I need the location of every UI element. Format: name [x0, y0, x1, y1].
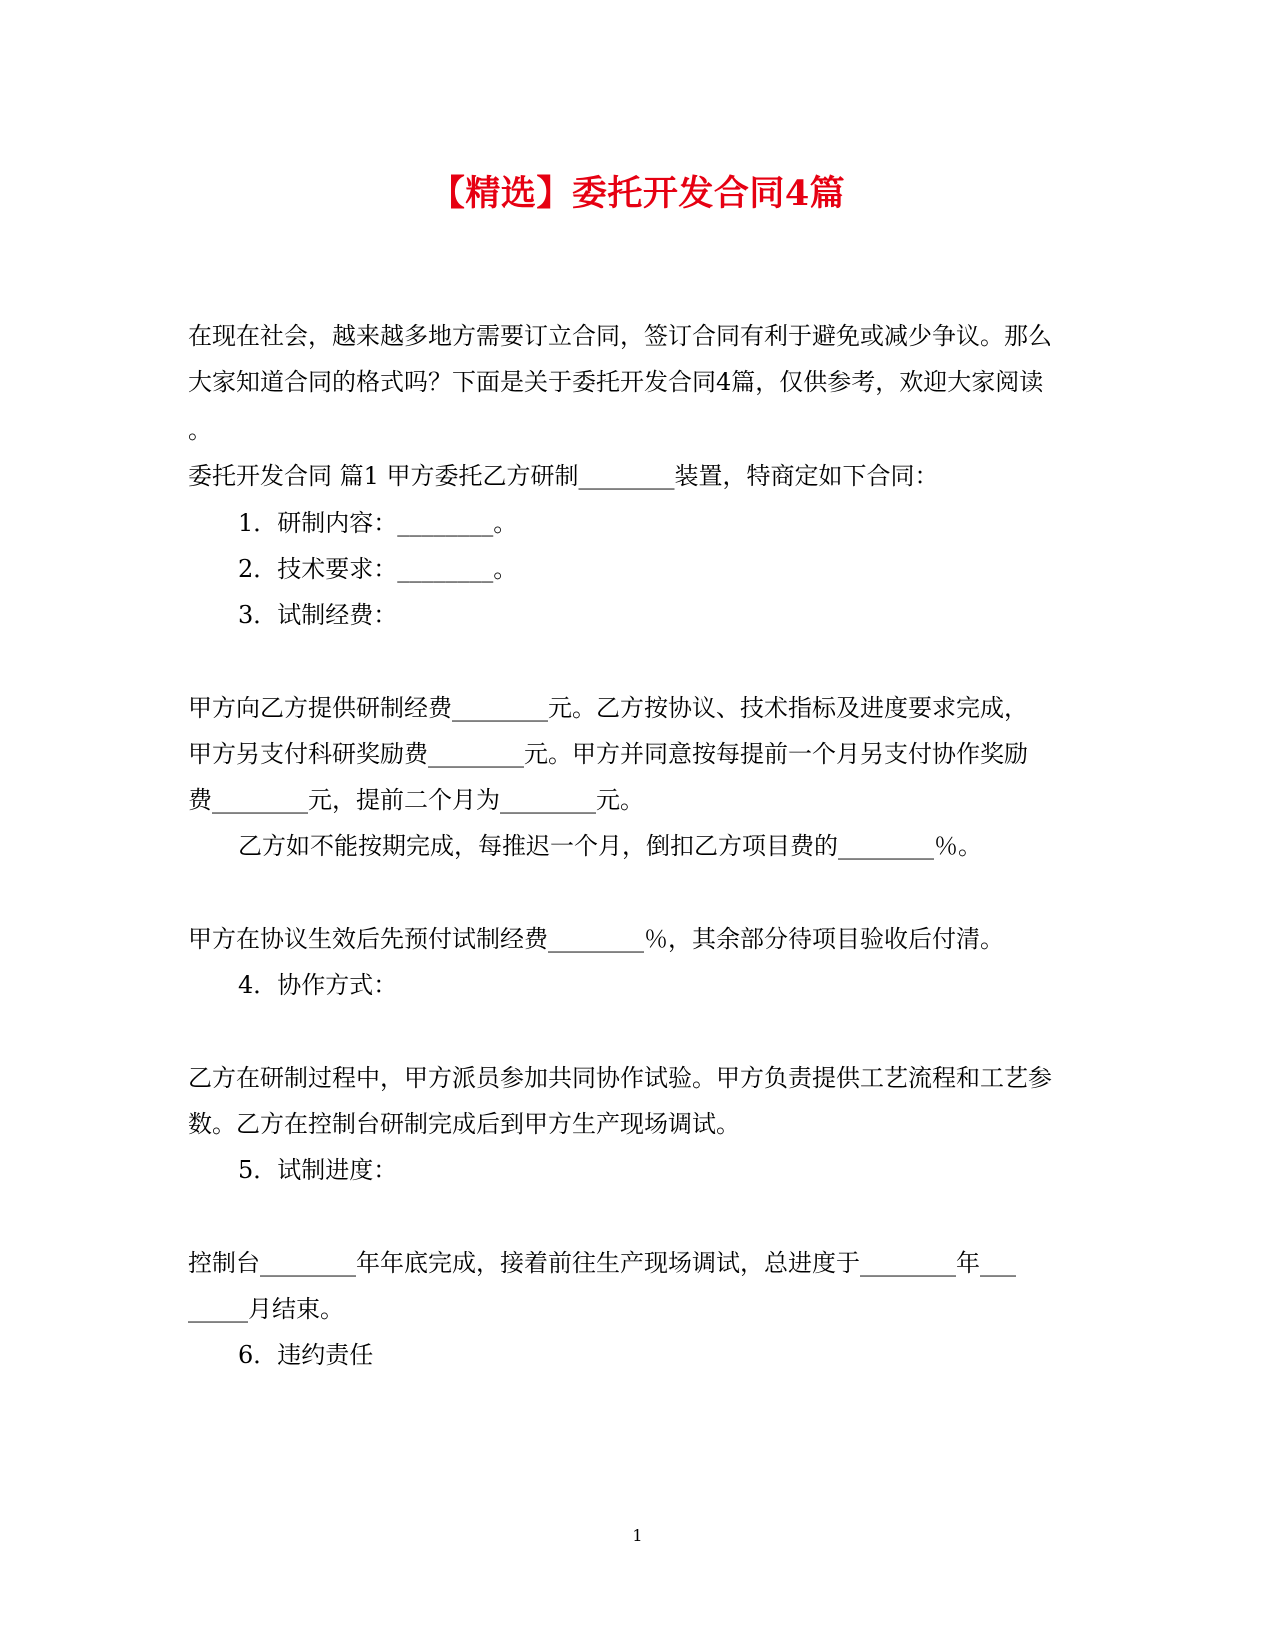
body-line: 4．协作方式： [238, 971, 398, 999]
body-line: 6．违约责任 [238, 1341, 374, 1369]
body-line: 控制台________年年底完成，接着前往生产现场调试，总进度于________年___ [188, 1249, 1016, 1277]
body-line: 大家知道合同的格式吗？下面是关于委托开发合同4篇，仅供参考，欢迎大家阅读 [188, 368, 1044, 396]
page-number: 1 [632, 1526, 643, 1545]
body-line: 委托开发合同 篇1 甲方委托乙方研制________装置，特商定如下合同： [188, 462, 939, 490]
page-title: 【精选】委托开发合同4篇 [429, 173, 846, 214]
body-line: 2．技术要求：________。 [238, 555, 518, 583]
body-line: 甲方在协议生效后先预付试制经费________％，其余部分待项目验收后付清。 [188, 925, 1004, 953]
body-line: 费________元，提前二个月为________元。 [188, 786, 644, 814]
body-line: 甲方另支付科研奖励费________元。甲方并同意按每提前一个月另支付协作奖励 [188, 740, 1028, 768]
body-line: 数。乙方在控制台研制完成后到甲方生产现场调试。 [188, 1110, 740, 1138]
body-line: 乙方如不能按期完成，每推迟一个月，倒扣乙方项目费的________％。 [238, 832, 982, 860]
body-line: 乙方在研制过程中，甲方派员参加共同协作试验。甲方负责提供工艺流程和工艺参 [188, 1064, 1052, 1092]
body-line: _____月结束。 [188, 1295, 344, 1323]
body-line: 在现在社会，越来越多地方需要订立合同，签订合同有利于避免或减少争议。那么 [188, 322, 1052, 350]
body-line: 3．试制经费： [238, 601, 398, 629]
body-line: 甲方向乙方提供研制经费________元。乙方按协议、技术指标及进度要求完成， [188, 694, 1028, 722]
body-line: 。 [188, 416, 212, 444]
body-line: 5．试制进度： [238, 1156, 398, 1184]
body-line: 1．研制内容：________。 [238, 509, 518, 537]
